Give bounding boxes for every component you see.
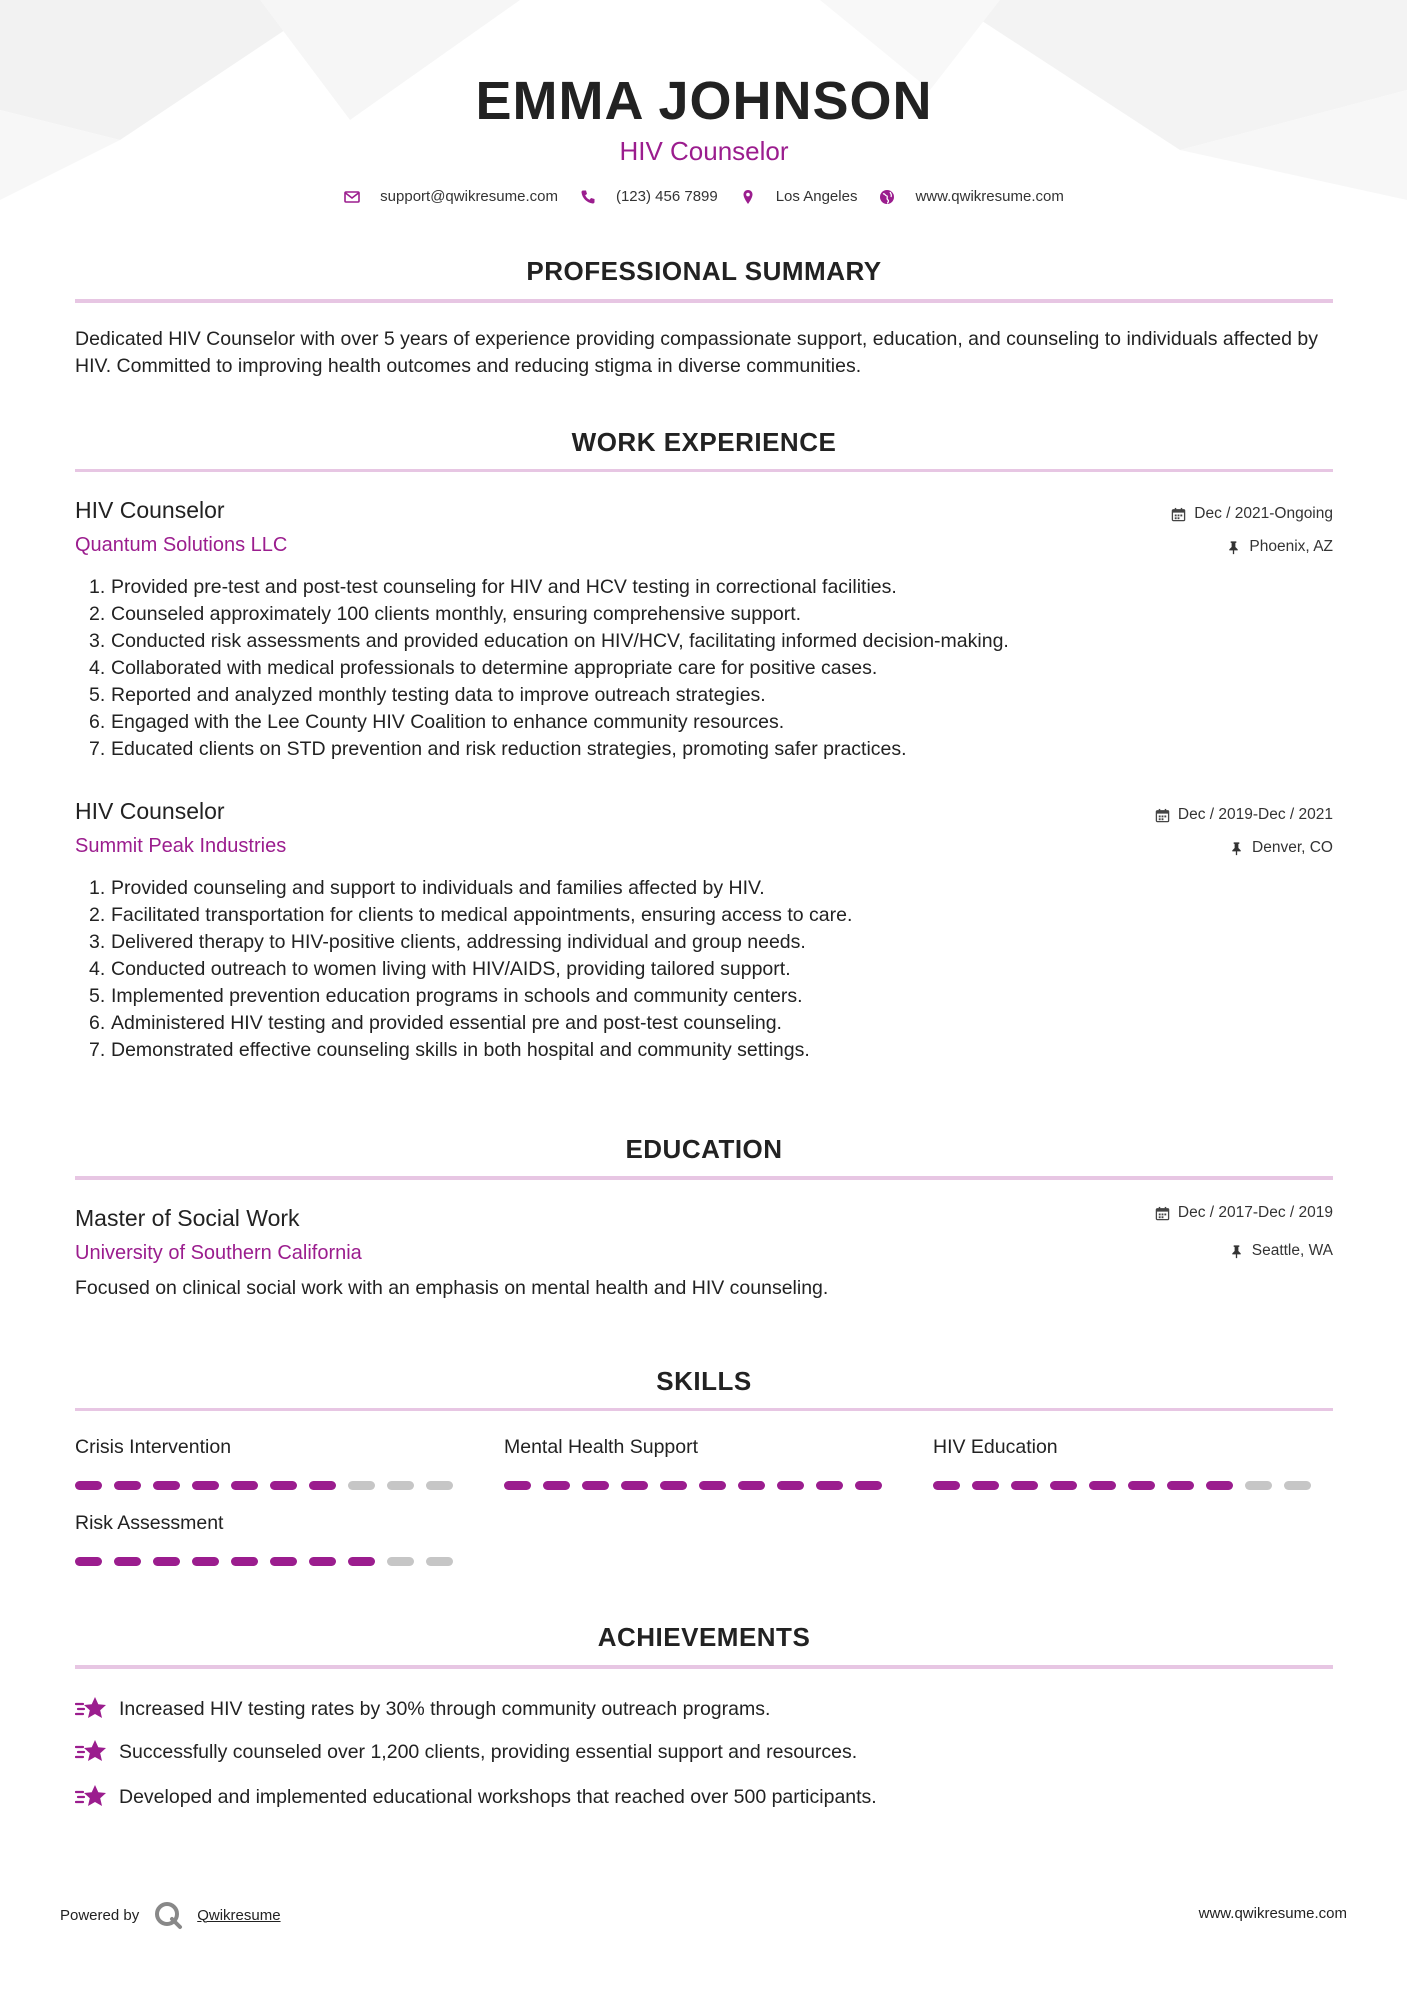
skill-dash-filled — [660, 1481, 687, 1490]
skill-dash-empty — [387, 1557, 414, 1566]
section-title-summary: PROFESSIONAL SUMMARY — [526, 256, 882, 286]
section-title-skills: SKILLS — [656, 1366, 752, 1396]
education-degree: Master of Social Work — [75, 1205, 300, 1231]
skill-dash-filled — [504, 1481, 531, 1490]
skill-dash-filled — [1089, 1481, 1116, 1490]
achievement-text: Successfully counseled over 1,200 clients, providing essential support and resources. — [119, 1740, 858, 1763]
skill-level-meter — [75, 1481, 455, 1490]
skill-dash-filled — [114, 1481, 141, 1490]
contact-email[interactable] — [344, 188, 558, 205]
skill-level-meter — [75, 1557, 455, 1566]
education-school: University of Southern California — [75, 1242, 362, 1264]
achievement-item — [75, 1737, 857, 1767]
list-item: 6. Administered HIV testing and provided essential pre and post-test counseling. — [89, 1012, 782, 1034]
qwikresume-logo-icon — [153, 1900, 183, 1930]
list-item: 1. Provided pre-test and post-test counseling for HIV and HCV testing in correctional facilities. — [89, 576, 897, 598]
skill-dash-filled — [543, 1481, 570, 1490]
section-divider — [75, 1176, 1333, 1180]
list-item: 6. Engaged with the Lee County HIV Coalition to enhance community resources. — [89, 711, 785, 733]
list-item: 4. Conducted outreach to women living with HIV/AIDS, providing tailored support. — [89, 958, 791, 980]
job-title: HIV Counselor — [75, 798, 225, 824]
skill-name: Risk Assessment — [75, 1512, 224, 1534]
contact-email-text: support@qwikresume.com — [380, 188, 558, 205]
skill-dash-empty — [426, 1557, 453, 1566]
list-item: 3. Delivered therapy to HIV-positive clients, addressing individual and group needs. — [89, 931, 806, 953]
skill-dash-filled — [75, 1481, 102, 1490]
skill-name: HIV Education — [933, 1436, 1058, 1458]
job-bullets — [71, 875, 852, 1064]
calendar-icon — [1171, 507, 1186, 522]
section-title-achievements: ACHIEVEMENTS — [597, 1622, 811, 1652]
contact-location — [740, 188, 858, 205]
skill-dash-filled — [231, 1481, 258, 1490]
list-item: 2. Facilitated transportation for clients to medical appointments, ensuring access to care. — [89, 904, 853, 926]
skill-dash-filled — [855, 1481, 882, 1490]
skill-dash-empty — [387, 1481, 414, 1490]
job-dates — [1155, 806, 1333, 824]
skill-dash-filled — [1128, 1481, 1155, 1490]
skill-dash-filled — [621, 1481, 648, 1490]
skill-dash-filled — [1050, 1481, 1077, 1490]
job-dates-text: Dec / 2021-Ongoing — [1194, 505, 1333, 522]
job-location-text: Denver, CO — [1252, 839, 1333, 856]
skill-dash-filled — [231, 1557, 258, 1566]
skill-dash-empty — [426, 1481, 453, 1490]
skill-item — [75, 1436, 455, 1490]
skill-dash-filled — [738, 1481, 765, 1490]
candidate-name: EMMA JOHNSON — [475, 71, 933, 131]
envelope-icon — [344, 189, 360, 205]
job-title: HIV Counselor — [75, 497, 225, 523]
skill-dash-filled — [270, 1481, 297, 1490]
skill-dash-filled — [1206, 1481, 1233, 1490]
skill-dash-empty — [1284, 1481, 1311, 1490]
skill-dash-filled — [933, 1481, 960, 1490]
pushpin-icon — [1226, 540, 1241, 555]
job-location-text: Phoenix, AZ — [1249, 538, 1333, 555]
contact-website-text: www.qwikresume.com — [915, 188, 1064, 205]
skill-dash-filled — [75, 1557, 102, 1566]
section-title-experience: WORK EXPERIENCE — [571, 427, 837, 457]
skill-dash-filled — [582, 1481, 609, 1490]
job-location — [1226, 538, 1333, 556]
phone-icon — [580, 189, 596, 205]
job-location — [1229, 839, 1333, 857]
contact-phone-text: (123) 456 7899 — [615, 188, 718, 205]
skill-dash-filled — [153, 1481, 180, 1490]
education-dates-text: Dec / 2017-Dec / 2019 — [1177, 1204, 1333, 1221]
list-item: 1. Provided counseling and support to individuals and families affected by HIV. — [89, 877, 765, 899]
contact-phone[interactable] — [580, 188, 718, 205]
skill-dash-filled — [270, 1557, 297, 1566]
section-divider — [75, 469, 1333, 472]
list-item: 7. Demonstrated effective counseling skills in both hospital and community settings. — [89, 1039, 810, 1061]
star-achievement-icon — [75, 1694, 109, 1724]
powered-by-label: Powered by — [60, 1906, 140, 1924]
skill-name: Mental Health Support — [504, 1436, 699, 1458]
job-company: Summit Peak Industries — [75, 835, 287, 857]
skill-level-meter — [933, 1481, 1313, 1490]
skill-dash-filled — [699, 1481, 726, 1490]
section-title-education: EDUCATION — [625, 1134, 783, 1164]
contact-location-text: Los Angeles — [775, 188, 858, 205]
job-company: Quantum Solutions LLC — [75, 534, 288, 556]
achievement-item — [75, 1782, 877, 1812]
section-divider — [75, 1408, 1333, 1411]
skill-dash-filled — [816, 1481, 843, 1490]
achievement-text: Developed and implemented educational workshops that reached over 500 participants. — [119, 1785, 877, 1808]
candidate-role: HIV Counselor — [619, 136, 789, 166]
job-bullets — [71, 574, 1009, 763]
list-item: 4. Collaborated with medical professionals to determine appropriate care for positive cases. — [89, 657, 878, 679]
calendar-icon — [1155, 1206, 1170, 1221]
education-dates — [1155, 1204, 1333, 1222]
job-dates-text: Dec / 2019-Dec / 2021 — [1177, 806, 1333, 823]
skill-dash-filled — [153, 1557, 180, 1566]
list-item: 5. Reported and analyzed monthly testing data to improve outreach strategies. — [89, 684, 766, 706]
skill-level-meter — [504, 1481, 884, 1490]
calendar-icon — [1155, 808, 1170, 823]
skill-dash-filled — [309, 1557, 336, 1566]
skill-item — [504, 1436, 884, 1490]
contact-bar — [75, 188, 1333, 205]
skill-dash-empty — [348, 1481, 375, 1490]
skill-dash-filled — [1167, 1481, 1194, 1490]
skill-dash-filled — [192, 1557, 219, 1566]
list-item: 5. Implemented prevention education programs in schools and community centers. — [89, 985, 803, 1007]
achievement-item — [75, 1694, 770, 1724]
star-achievement-icon — [75, 1737, 109, 1767]
achievement-text: Increased HIV testing rates by 30% through community outreach programs. — [119, 1697, 771, 1720]
map-pin-icon — [740, 189, 756, 205]
skill-dash-filled — [309, 1481, 336, 1490]
skill-dash-filled — [972, 1481, 999, 1490]
skill-dash-filled — [777, 1481, 804, 1490]
skill-item — [75, 1512, 455, 1566]
list-item: 2. Counseled approximately 100 clients monthly, ensuring comprehensive support. — [89, 603, 802, 625]
skill-name: Crisis Intervention — [75, 1436, 232, 1458]
skill-dash-empty — [1245, 1481, 1272, 1490]
list-item: 3. Conducted risk assessments and provided education on HIV/HCV, facilitating informed decision-making. — [89, 630, 1009, 652]
summary-text: Dedicated HIV Counselor with over 5 years of experience providing compassionate support, education, and counseling to individuals affected by HIV. Committed to improving health outcomes and reducing stigma in diverse communities. — [75, 328, 1318, 377]
skill-dash-filled — [192, 1481, 219, 1490]
education-description: Focused on clinical social work with an emphasis on mental health and HIV counseling. — [75, 1277, 829, 1299]
star-achievement-icon — [75, 1782, 109, 1812]
section-divider — [75, 1665, 1333, 1669]
pushpin-icon — [1229, 841, 1244, 856]
list-item: 7. Educated clients on STD prevention and risk reduction strategies, promoting safer practices. — [89, 738, 907, 760]
contact-website[interactable] — [879, 188, 1063, 205]
footer-website-link[interactable]: www.qwikresume.com — [1198, 1905, 1347, 1922]
skill-dash-filled — [1011, 1481, 1038, 1490]
footer-powered-by — [60, 1900, 281, 1930]
qwikresume-link[interactable]: Qwikresume — [197, 1906, 281, 1924]
pushpin-icon — [1229, 1244, 1244, 1259]
section-divider — [75, 299, 1333, 303]
skill-dash-filled — [348, 1557, 375, 1566]
education-location-text: Seattle, WA — [1251, 1242, 1333, 1259]
skill-item — [933, 1436, 1313, 1490]
education-location — [1229, 1242, 1333, 1260]
job-dates — [1171, 505, 1333, 523]
globe-icon — [879, 189, 895, 205]
skill-dash-filled — [114, 1557, 141, 1566]
